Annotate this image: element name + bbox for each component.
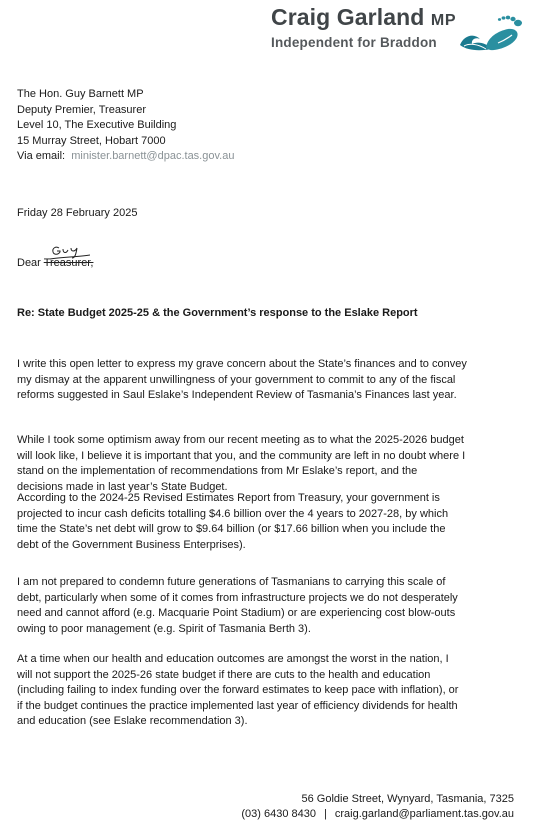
body-paragraph	[17, 575, 522, 637]
letter-date: Friday 28 February 2025	[17, 207, 138, 219]
paragraph-line: will look like, I believe it is important that you, and the community are left in no doubt where I	[17, 449, 466, 462]
paragraph-line: need and cannot afford (e.g. Macquarie Point Stadium) or are experiencing cost blow-outs	[17, 607, 456, 620]
paragraph-line: decisions made in last year’s State Budget.	[17, 480, 228, 493]
paragraph-line: At a time when our health and education outcomes are amongst the worst in the nation, I	[17, 653, 449, 665]
salutation-dear: Dear	[17, 257, 41, 269]
paragraph-line: time the State’s net debt will grow to $9.64 billion (or $17.66 billion when you include the	[17, 523, 446, 536]
paragraph-line: According to the 2024-25 Revised Estimates Report from Treasury, your government is	[17, 492, 440, 504]
paragraph-line: stand on the implementation of recommendations from Mr Eslake’s report, and the	[17, 465, 418, 478]
recipient-line: Deputy Premier, Treasurer	[17, 103, 146, 116]
footprint-wave-logo-icon	[458, 13, 526, 53]
letterhead-name	[271, 4, 456, 31]
paragraph-line: will not support the 2025-26 state budget if there are cuts to the health and education	[17, 668, 431, 681]
footer-address: 56 Goldie Street, Wynyard, Tasmania, 7325	[301, 793, 514, 805]
recipient-line: Level 10, The Executive Building	[17, 119, 177, 132]
paragraph-line: owing to poor management (e.g. Spirit of Tasmania Berth 3).	[17, 622, 311, 635]
letter-subject: Re: State Budget 2025-25 & the Government’s response to the Eslake Report	[17, 307, 418, 319]
body-paragraph	[17, 433, 522, 495]
body-paragraph	[17, 357, 522, 404]
footer-email-link[interactable]: craig.garland@parliament.tas.gov.au	[334, 808, 514, 820]
paragraph-line: I write this open letter to express my grave concern about the State’s finances and to convey	[17, 358, 467, 370]
letterhead-mp-suffix: MP	[430, 12, 457, 29]
salutation-struck-title: Treasurer,	[43, 257, 94, 269]
salutation	[17, 256, 93, 272]
recipient-email-line	[17, 149, 234, 165]
paragraph-line: I am not prepared to condemn future generations of Tasmanians to carrying this scale of	[17, 576, 446, 588]
footer-separator: |	[324, 808, 327, 820]
recipient-address	[17, 87, 234, 165]
paragraph-line: reforms suggested in Saul Eslake’s Independent Review of Tasmania’s Finances last year.	[17, 389, 457, 402]
email-label: Via email:	[17, 150, 66, 163]
footer-phone[interactable]: (03) 6430 8430	[241, 808, 317, 820]
paragraph-line: and education (see Eslake recommendation 3).	[17, 715, 248, 728]
body-paragraph	[17, 652, 522, 730]
footer-contact	[241, 808, 514, 820]
recipient-line: The Hon. Guy Barnett MP	[17, 88, 144, 100]
paragraph-line: my dismay at the apparent unwillingness of your government to commit to any of the fiscal	[17, 373, 456, 386]
paragraph-line: debt, particularly when some of it comes from infrastructure projects we do not desperately	[17, 591, 458, 604]
recipient-email-link[interactable]: minister.barnett@dpac.tas.gov.au	[71, 150, 235, 163]
paragraph-line: (including failing to index funding over the forward estimates to keep pace with inflation), or	[17, 684, 459, 697]
paragraph-line: While I took some optimism away from our recent meeting as to what the 2025-2026 budget	[17, 434, 464, 446]
recipient-line: 15 Murray Street, Hobart 7000	[17, 134, 166, 147]
paragraph-line: debt of the Government Business Enterprises).	[17, 538, 246, 551]
letterhead-subtitle: Independent for Braddon	[271, 35, 437, 50]
body-paragraph	[17, 491, 522, 553]
letterhead-name-text: Craig Garland	[271, 4, 425, 30]
paragraph-line: if the budget continues the practice implemented last year of efficiency dividends for health	[17, 699, 458, 712]
paragraph-line: projected to incur cash deficits totalling $4.6 billion over the 4 years to 2027-28, by which	[17, 507, 449, 520]
